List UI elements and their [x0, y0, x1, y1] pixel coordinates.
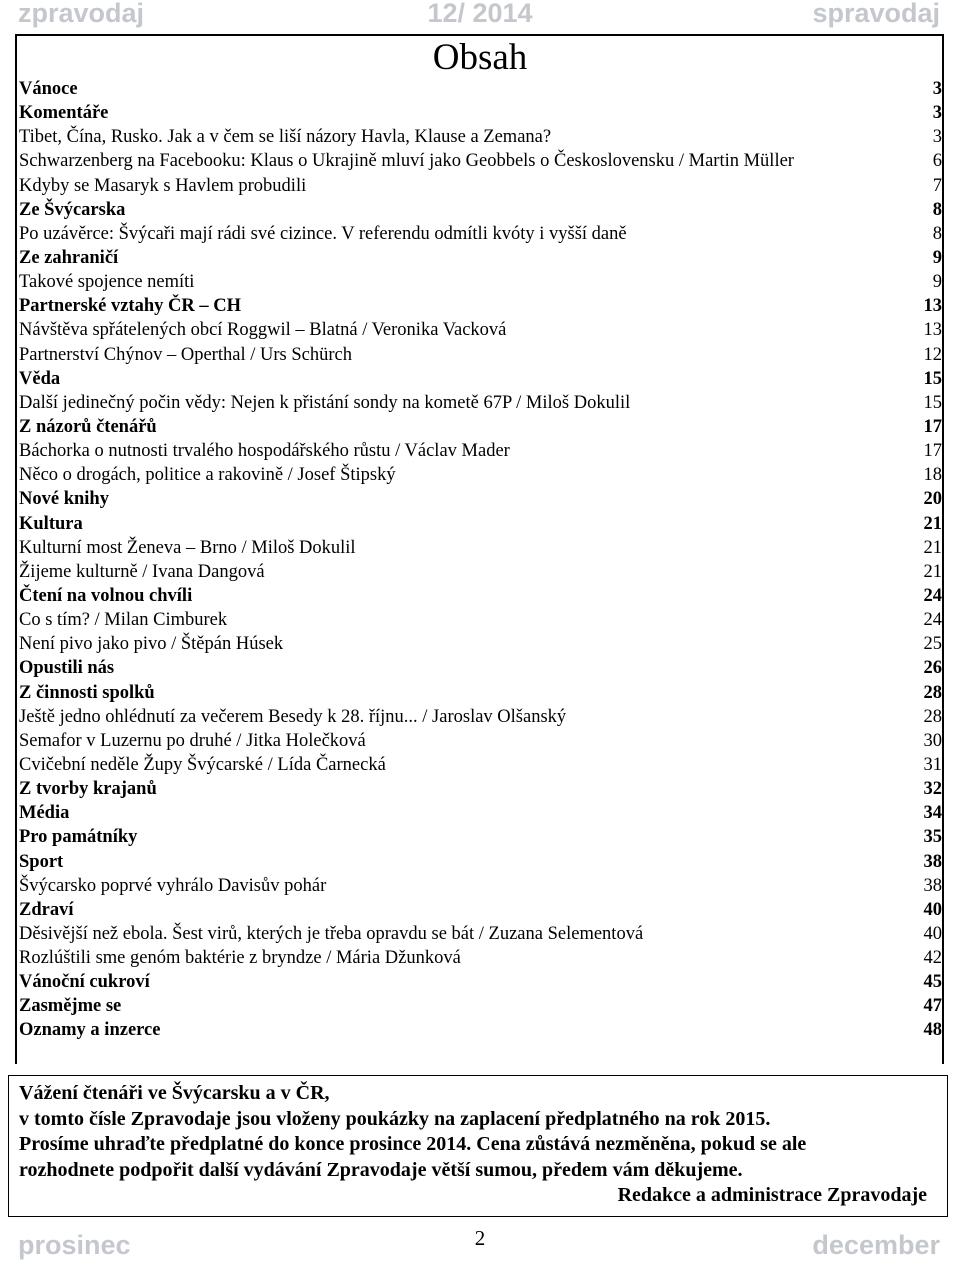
- toc-section-title: Čtení na volnou chvíli: [19, 585, 193, 606]
- toc-article-row: [19, 391, 942, 415]
- notice-line: v tomto čísle Zpravodaje jsou vloženy poukázky na zaplacení předplatného na rok 2015.: [19, 1107, 771, 1130]
- toc-article-title: Děsivější než ebola. Šest virů, kterých je třeba opravdu se bát / Zuzana Selementová: [19, 923, 644, 944]
- toc-page-number: 28: [923, 706, 942, 727]
- page-header: [0, 0, 960, 34]
- toc-article-row: [19, 946, 942, 970]
- toc-page-number: 21: [923, 537, 942, 558]
- toc-section-title: Pro památníky: [19, 827, 138, 848]
- toc-page-number: 24: [923, 585, 942, 606]
- toc-section-row: [19, 970, 942, 994]
- toc-page-number: 32: [923, 779, 942, 800]
- toc-section-row: [19, 584, 942, 608]
- toc-page-number: 13: [923, 296, 942, 317]
- toc-section-row: [19, 850, 942, 874]
- toc-section-title: Média: [19, 803, 70, 824]
- page-number: 2: [474, 1226, 486, 1250]
- toc-article-row: [19, 729, 942, 753]
- toc-page-number: 3: [932, 127, 942, 148]
- toc-section-title: Vánoce: [19, 79, 78, 99]
- toc-section-row: [19, 246, 942, 270]
- header-left: zpravodaj: [18, 0, 145, 28]
- toc-section-title: Kultura: [19, 513, 83, 534]
- toc-article-title: Návštěva spřátelených obcí Roggwil – Blatná / Veronika Vacková: [19, 320, 507, 341]
- toc-page-number: 12: [923, 344, 942, 365]
- toc-section-row: [19, 487, 942, 511]
- toc-page-number: 6: [932, 151, 942, 172]
- toc-page-number: 15: [923, 392, 942, 413]
- toc-page-number: 40: [923, 923, 942, 944]
- toc-article-row: [19, 632, 942, 656]
- toc-page-number: 45: [923, 972, 942, 993]
- toc-page-number: 48: [923, 1020, 942, 1041]
- toc-section-row: [19, 101, 942, 125]
- toc-article-row: [19, 125, 942, 149]
- header-right: spravodaj: [812, 0, 940, 28]
- toc-section-row: [19, 198, 942, 222]
- toc-page-number: 9: [932, 272, 942, 293]
- toc-section-row: [19, 994, 942, 1018]
- toc-page-number: 8: [932, 199, 942, 220]
- toc-article-title: Schwarzenberg na Facebooku: Klaus o Ukrajině mluví jako Geobbels o Československu / Martin Müller: [19, 151, 794, 172]
- toc-section-title: Oznamy a inzerce: [19, 1020, 161, 1041]
- toc-article-title: Tibet, Čína, Rusko. Jak a v čem se liší názory Havla, Klause a Zemana?: [19, 127, 552, 148]
- header-issue: 12/ 2014: [427, 0, 533, 28]
- toc-section-title: Z činnosti spolků: [19, 682, 155, 703]
- toc-section-title: Nové knihy: [19, 489, 109, 510]
- toc-section-title: Ze zahraničí: [19, 247, 119, 268]
- toc-article-row: [19, 560, 942, 584]
- toc-article-title: Partnerství Chýnov – Operthal / Urs Schürch: [19, 344, 352, 365]
- toc-article-row: [19, 922, 942, 946]
- toc-section-row: [19, 801, 942, 825]
- toc-section-title: Zdraví: [19, 899, 74, 920]
- toc-article-row: [19, 174, 942, 198]
- toc-page-number: 21: [923, 513, 942, 534]
- toc-page-number: 18: [923, 465, 942, 486]
- toc-page-number: 8: [932, 223, 942, 244]
- toc-article-row: [19, 608, 942, 632]
- toc-section-row: [19, 681, 942, 705]
- toc-article-title: Báchorka o nutnosti trvalého hospodářského růstu / Václav Mader: [19, 441, 510, 462]
- toc-article-title: Co s tím? / Milan Cimburek: [19, 610, 228, 631]
- toc-page-number: 28: [923, 682, 942, 703]
- toc-page-number: 13: [923, 320, 942, 341]
- toc-page-number: 31: [923, 754, 942, 775]
- toc-section-row: [19, 77, 942, 101]
- toc-section-title: Věda: [19, 368, 61, 389]
- toc-section-title: Z tvorby krajanů: [19, 779, 157, 800]
- toc-article-row: [19, 149, 942, 173]
- toc-section-row: [19, 512, 942, 536]
- toc-page-number: 17: [923, 416, 942, 437]
- toc-article-title: Švýcarsko poprvé vyhrálo Davisův pohár: [19, 875, 327, 896]
- toc-page-number: 42: [923, 948, 942, 969]
- toc-article-row: [19, 343, 942, 367]
- notice-signature: Redakce a administrace Zpravodaje: [617, 1184, 927, 1206]
- toc-article-title: Není pivo jako pivo / Štěpán Húsek: [19, 634, 284, 655]
- notice-line: Prosíme uhraďte předplatné do konce prosince 2014. Cena zůstává nezměněna, pokud se ale: [19, 1133, 807, 1155]
- toc-page-number: 17: [923, 441, 942, 462]
- toc-page-number: 7: [932, 175, 942, 196]
- toc-article-row: [19, 536, 942, 560]
- toc-article-title: Další jedinečný počin vědy: Nejen k přistání sondy na kometě 67P / Miloš Dokulil: [19, 392, 631, 413]
- toc-article-title: Takové spojence nemíti: [19, 272, 195, 293]
- toc-section-row: [19, 825, 942, 849]
- toc-article-row: [19, 318, 942, 342]
- toc-page-number: 9: [932, 247, 942, 268]
- toc-article-title: Semafor v Luzernu po druhé / Jitka Holečková: [19, 730, 366, 751]
- toc-article-row: [19, 753, 942, 777]
- toc-page-number: 47: [923, 996, 942, 1017]
- notice-line: rozhodnete podpořit další vydávání Zpravodaje větší sumou, předem vám děkujeme.: [19, 1158, 743, 1181]
- toc-page-number: 26: [923, 658, 942, 679]
- toc-page-number: 30: [923, 730, 942, 751]
- toc-section-row: [19, 294, 942, 318]
- toc-page-number: 3: [932, 79, 942, 99]
- toc-section-title: Opustili nás: [19, 658, 115, 679]
- toc-article-title: Žijeme kulturně / Ivana Dangová: [19, 561, 265, 582]
- toc-article-row: [19, 874, 942, 898]
- toc-section-title: Partnerské vztahy ČR – CH: [19, 296, 241, 317]
- toc-section-row: [19, 415, 942, 439]
- toc-page-number: 34: [923, 803, 942, 824]
- toc-page-number: 21: [923, 561, 942, 582]
- toc-article-title: Něco o drogách, politice a rakovině / Josef Štipský: [19, 465, 396, 486]
- footer-left: prosinec: [18, 1230, 131, 1260]
- toc-page-number: 38: [923, 851, 942, 872]
- toc-page-number: 20: [923, 489, 942, 510]
- page-title: Obsah: [432, 37, 528, 78]
- toc-section-title: Komentáře: [19, 103, 109, 124]
- toc-section-row: [19, 656, 942, 680]
- table-of-contents: [19, 77, 942, 1043]
- toc-page-number: 25: [923, 634, 942, 655]
- toc-section-title: Z názorů čtenářů: [19, 416, 157, 437]
- toc-article-title: Cvičební neděle Župy Švýcarské / Lída Čarnecká: [19, 754, 386, 775]
- toc-article-row: [19, 439, 942, 463]
- toc-section-title: Sport: [19, 851, 64, 872]
- toc-section-row: [19, 1018, 942, 1042]
- toc-page-number: 15: [923, 368, 942, 389]
- notice-greeting: Vážení čtenáři ve Švýcarsku a v ČR,: [19, 1082, 330, 1104]
- toc-page-number: 3: [932, 103, 942, 124]
- toc-page-number: 35: [923, 827, 942, 848]
- toc-article-title: Rozlúštili sme genóm baktérie z bryndze / Mária Džunková: [19, 948, 461, 969]
- toc-section-row: [19, 367, 942, 391]
- toc-section-title: Vánoční cukroví: [19, 972, 150, 993]
- footer-right: december: [812, 1230, 940, 1260]
- toc-section-title: Ze Švýcarska: [19, 199, 126, 220]
- toc-article-row: [19, 705, 942, 729]
- toc-page-number: 40: [923, 899, 942, 920]
- subscription-notice: [8, 1075, 948, 1217]
- toc-article-title: Kdyby se Masaryk s Havlem probudili: [19, 175, 307, 196]
- toc-article-row: [19, 463, 942, 487]
- toc-article-row: [19, 270, 942, 294]
- toc-section-row: [19, 777, 942, 801]
- toc-section-title: Zasmějme se: [19, 996, 122, 1017]
- toc-article-row: [19, 222, 942, 246]
- toc-section-row: [19, 898, 942, 922]
- toc-page-number: 24: [923, 610, 942, 631]
- toc-article-title: Po uzávěrce: Švýcaři mají rádi své cizince. V referendu odmítli kvóty i vyšší daně: [19, 223, 627, 244]
- toc-page-number: 38: [923, 875, 942, 896]
- toc-article-title: Kulturní most Ženeva – Brno / Miloš Dokulil: [19, 537, 356, 558]
- toc-article-title: Ještě jedno ohlédnutí za večerem Besedy k 28. říjnu... / Jaroslav Olšanský: [19, 706, 567, 727]
